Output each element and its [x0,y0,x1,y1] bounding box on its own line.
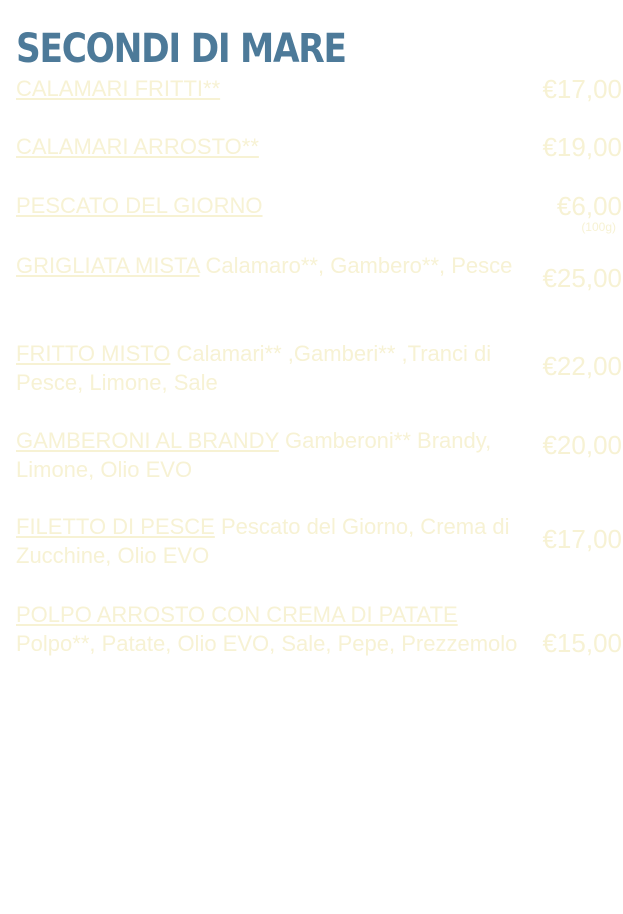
menu-item-description: Calamari** ,Gamberi** ,Tranci di Pesce, Limone, Sale [16,341,492,395]
menu-item [16,339,622,399]
menu-item-text [16,339,528,397]
menu-item-text [16,191,528,220]
menu-item-price: €22,00 [542,351,622,381]
section-title: SECONDI DI MARE [16,26,346,72]
menu-item-text [16,426,528,484]
menu-item [16,512,622,572]
menu-item-price: €25,00 [542,263,622,293]
menu-item-name: CALAMARI FRITTI** [16,76,221,101]
menu-item-price: €19,00 [542,132,622,162]
menu-item-price: €17,00 [542,524,622,554]
menu-item-description: Pescato del Giorno, Crema di Zucchine, Olio EVO [16,514,510,568]
menu-item-name: GAMBERONI AL BRANDY [16,428,279,453]
menu-item-description: Calamaro**, Gambero**, Pesce [199,253,513,278]
menu-item [16,600,622,688]
menu-item-name: CALAMARI ARROSTO** [16,134,259,159]
menu-item-name: FRITTO MISTO [16,341,171,366]
menu-item-price: €20,00 [542,430,622,460]
menu-item-text [16,132,528,161]
menu-item-price: €15,00 [542,628,622,658]
menu-item-text [16,512,528,570]
menu-item-name: POLPO ARROSTO CON CREMA DI PATATE [16,602,458,627]
menu-item-price: €6,00 [556,191,622,221]
menu-item-name: FILETTO DI PESCE [16,514,215,539]
menu-item [16,74,622,104]
menu-item-price: €17,00 [542,74,622,104]
menu-item-description: Polpo**, Patate, Olio EVO, Sale, Pepe, Prezzemolo [16,631,518,656]
menu-item-name: PESCATO DEL GIORNO [16,193,263,218]
menu-item-unit: (100g) [581,220,616,234]
menu-item [16,191,622,239]
menu-item [16,251,622,311]
menu-item-text [16,600,528,658]
menu-item-text [16,74,528,103]
menu-item-name: GRIGLIATA MISTA [16,253,200,278]
menu-item [16,132,622,162]
menu-item-text [16,251,528,280]
menu-item-description: Gamberoni** Brandy, Limone, Olio EVO [16,428,492,482]
menu-item [16,426,622,486]
